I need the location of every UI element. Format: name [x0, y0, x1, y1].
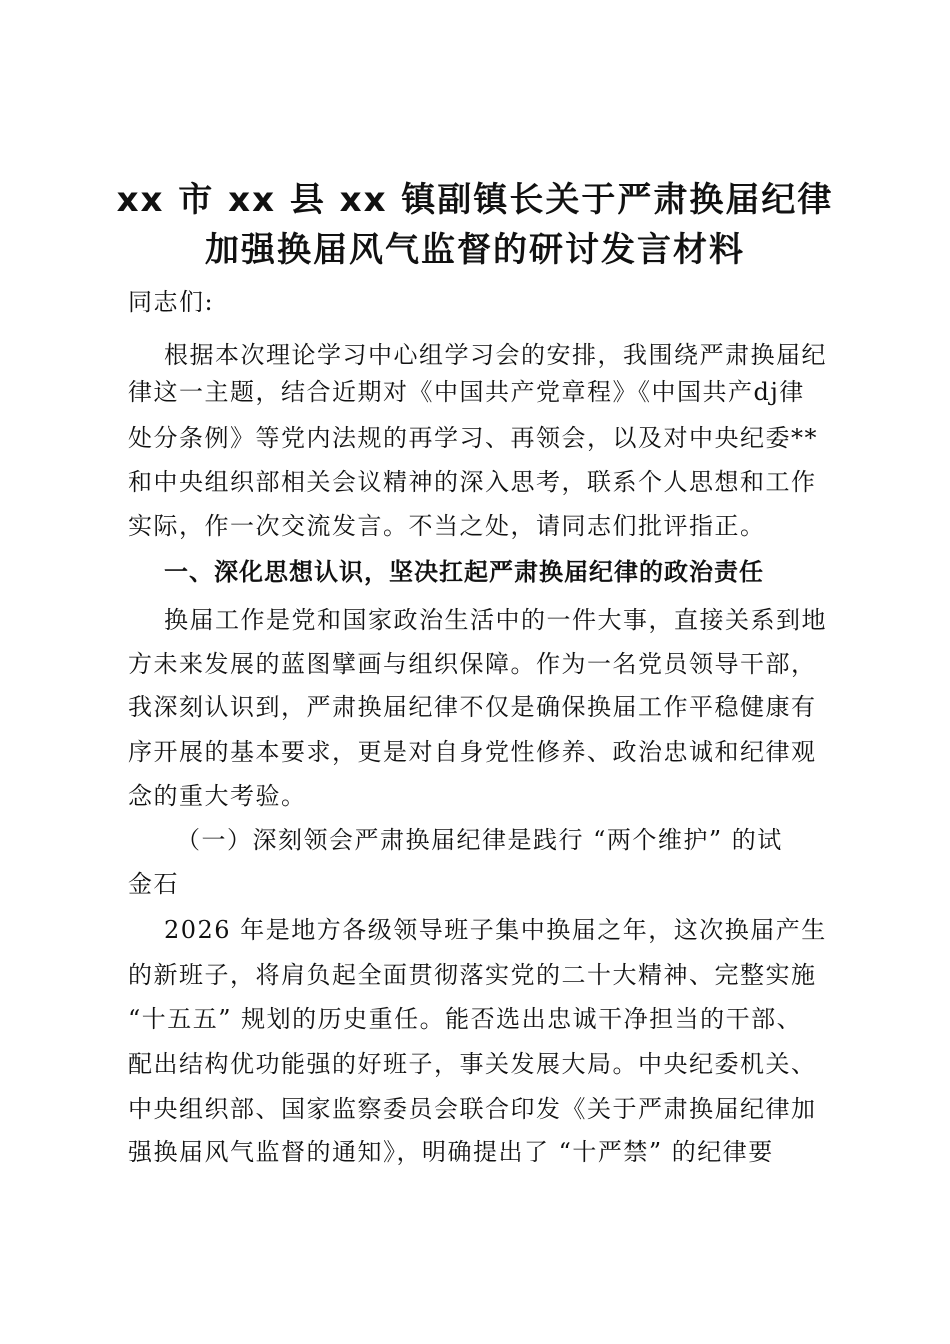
paragraph-2-line-1: 换届工作是党和国家政治生活中的一件大事，直接关系到地 — [164, 606, 827, 634]
paragraph-2-line-5: 念的重大考验。 — [128, 782, 307, 810]
paragraph-3-line-1: 2026 年是地方各级领导班子集中换届之年，这次换届产生 — [164, 916, 827, 944]
salutation: 同志们: — [128, 288, 215, 316]
subheading-line-1: （一）深刻领会严肃换届纪律是践行 “两个维护” 的试 — [176, 826, 783, 854]
paragraph-3-line-3: “十五五” 规划的历史重任。能否选出忠诚干净担当的干部、 — [128, 1005, 803, 1033]
paragraph-1-line-3: 处分条例》等党内法规的再学习、再领会，以及对中央纪委** — [128, 424, 818, 452]
paragraph-3-line-4: 配出结构优功能强的好班子，事关发展大局。中央纪委机关、 — [128, 1050, 817, 1078]
section-heading-1: 一、深化思想认识，坚决扛起严肃换届纪律的政治责任 — [164, 558, 764, 586]
document-title-line-1: xx 市 xx 县 xx 镇副镇长关于严肃换届纪律 — [116, 180, 834, 220]
paragraph-1-line-2: 律这一主题，结合近期对《中国共产党章程》《中国共产dj律 — [128, 378, 805, 406]
paragraph-3-line-6: 强换届风气监督的通知》，明确提出了 “十严禁” 的纪律要 — [128, 1138, 774, 1166]
paragraph-1-line-1: 根据本次理论学习中心组学习会的安排，我围绕严肃换届纪 — [164, 341, 827, 369]
paragraph-2-line-4: 序开展的基本要求，更是对自身党性修养、政治忠诚和纪律观 — [128, 738, 817, 766]
paragraph-3-line-2: 的新班子，将肩负起全面贯彻落实党的二十大精神、完整实施 — [128, 961, 817, 989]
document-title-line-2: 加强换届风气监督的研讨发言材料 — [205, 230, 745, 270]
paragraph-3-line-5: 中央组织部、国家监察委员会联合印发《关于严肃换届纪律加 — [128, 1095, 817, 1123]
paragraph-1-line-5: 实际，作一次交流发言。不当之处，请同志们批评指正。 — [128, 512, 766, 540]
subheading-line-2: 金石 — [128, 870, 179, 898]
paragraph-2-line-3: 我深刻认识到，严肃换届纪律不仅是确保换届工作平稳健康有 — [128, 693, 817, 721]
paragraph-2-line-2: 方未来发展的蓝图擘画与组织保障。作为一名党员领导干部， — [128, 650, 817, 678]
paragraph-1-line-4: 和中央组织部相关会议精神的深入思考，联系个人思想和工作 — [128, 468, 817, 496]
